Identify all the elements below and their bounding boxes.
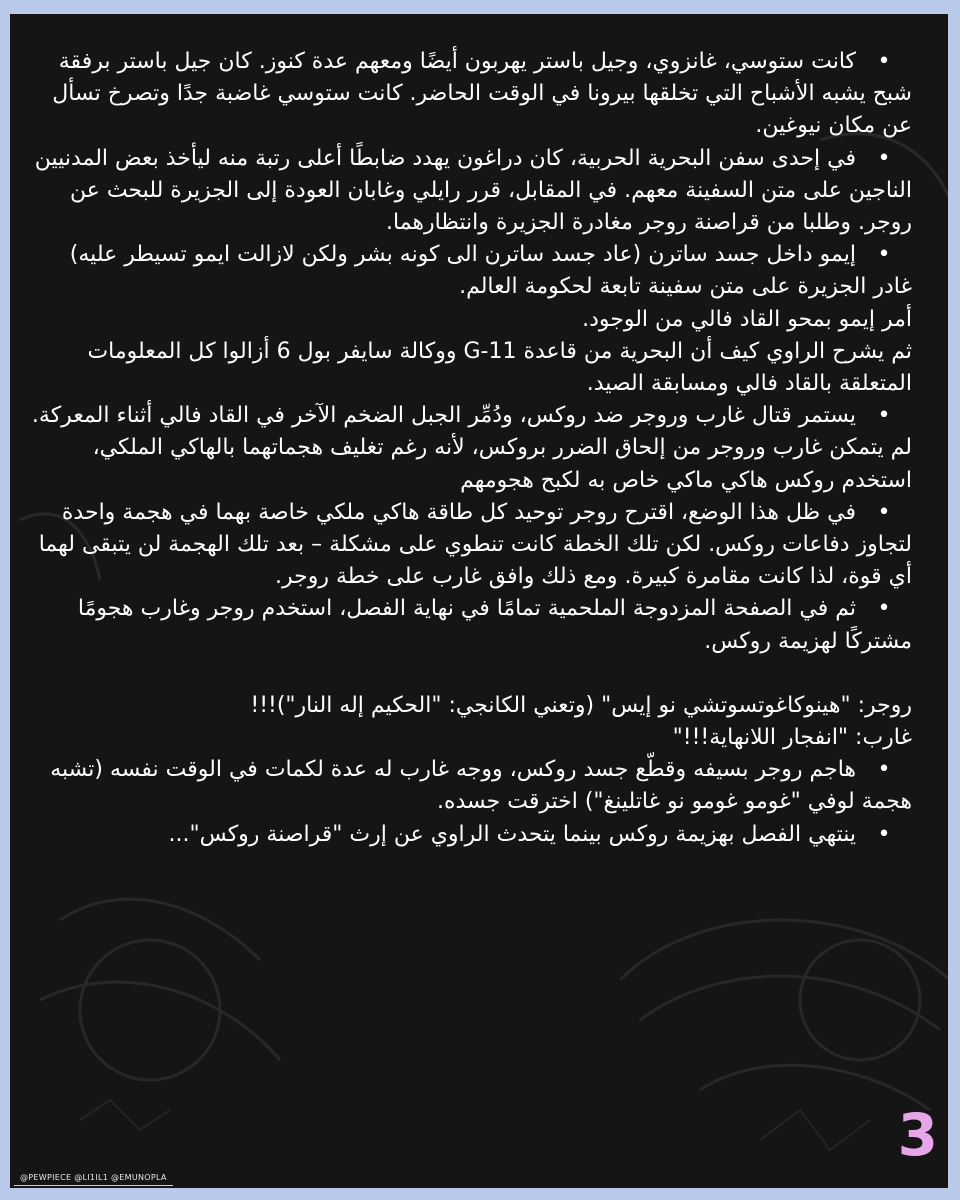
paragraph-garp-quote: غارب: "انفجار اللانهاية!!!"	[672, 725, 912, 751]
summary-text	[28, 46, 912, 1156]
frame-border-bottom	[0, 1188, 960, 1200]
paragraph-3: • إيمو داخل جسد ساترن (عاد جسد ساترن الى كونه بشر ولكن لازالت ايمو تسيطر عليه) غادر الجزيرة على متن سفينة تابعة لحكومة العالم.	[28, 239, 912, 303]
paragraph-roger-quote: روجر: "هينوكاغوتسوتشي نو إيس" (وتعني الكانجي: "الحكيم إله النار")!!!	[250, 692, 912, 718]
paragraph-11: • هاجم روجر بسيفه وقطّع جسد روكس، ووجه غارب له عدة لكمات في الوقت نفسه (تشبه هجمة لوفي "غومو غومو نو غاتلينغ") اخترقت جسده.	[28, 754, 912, 818]
paragraph-12: • ينتهي الفصل بهزيمة روكس بينما يتحدث الراوي عن إرث "قراصنة روكس"...	[28, 819, 912, 851]
paragraph-7: • في ظل هذا الوضع، اقترح روجر توحيد كل طاقة هاكي ملكي خاصة بهما في هجمة واحدة لتجاوز دفاعات روكس. لكن تلك الخطة كانت تنطوي على مشكلة – بعد تلك الهجمة لن يتبقى لهما أي قوة، لذا كانت مقامرة كبيرة. ومع ذلك وافق غارب على خطة روجر.	[28, 497, 912, 594]
credits-tag: @PEWPIECE @LI1IL1 @EMUNOPLA	[14, 1169, 173, 1186]
paragraph-5: ثم يشرح الراوي كيف أن البحرية من قاعدة G-11 ووكالة سايفر بول 6 أزالوا كل المعلومات المتعلقة بالقاد فالي ومسابقة الصيد.	[87, 338, 912, 397]
paragraph-6: • يستمر قتال غارب وروجر ضد روكس، ودُمِّر الجبل الضخم الآخر في القاد فالي أثناء المعركة. لم يتمكن غارب وروجر من إلحاق الضرر بروكس، لأنه رغم تغليف هجماتهما بالهاكي الملكي، استخدم روكس هاكي ماكي خاص به لكبح هجومهم	[28, 400, 912, 497]
paragraph-spacer	[28, 658, 912, 690]
frame-border-right	[948, 0, 960, 1200]
paragraph-8: • ثم في الصفحة المزدوجة الملحمية تمامًا في نهاية الفصل، استخدم روجر وغارب هجومًا مشتركًا لهزيمة روكس.	[28, 593, 912, 657]
frame-border-top	[0, 0, 960, 14]
paragraph-1: • كانت ستوسي، غانزوي، وجيل باستر يهربون أيضًا ومعهم عدة كنوز. كان جيل باستر برفقة شبح يشبه الأشباح التي تخلقها بيرونا في الوقت الحاضر. كانت ستوسي غاضبة جدًا وتصرخ تسأل عن مكان نيوغين.	[28, 46, 912, 143]
page-number: 3	[897, 1101, 938, 1169]
paragraph-4: أمر إيمو بمحو القاد فالي من الوجود.	[582, 306, 912, 332]
frame-border-left	[0, 0, 10, 1200]
paragraph-2: • في إحدى سفن البحرية الحربية، كان دراغون يهدد ضابطًا أعلى رتبة منه ليأخذ بعض المدنيين الناجين على متن السفينة معهم. في المقابل، قرر رايلي وغابان العودة إلى الجزيرة للبحث عن روجر. وطلبا من قراصنة روجر مغادرة الجزيرة وانتظارهما.	[28, 143, 912, 240]
